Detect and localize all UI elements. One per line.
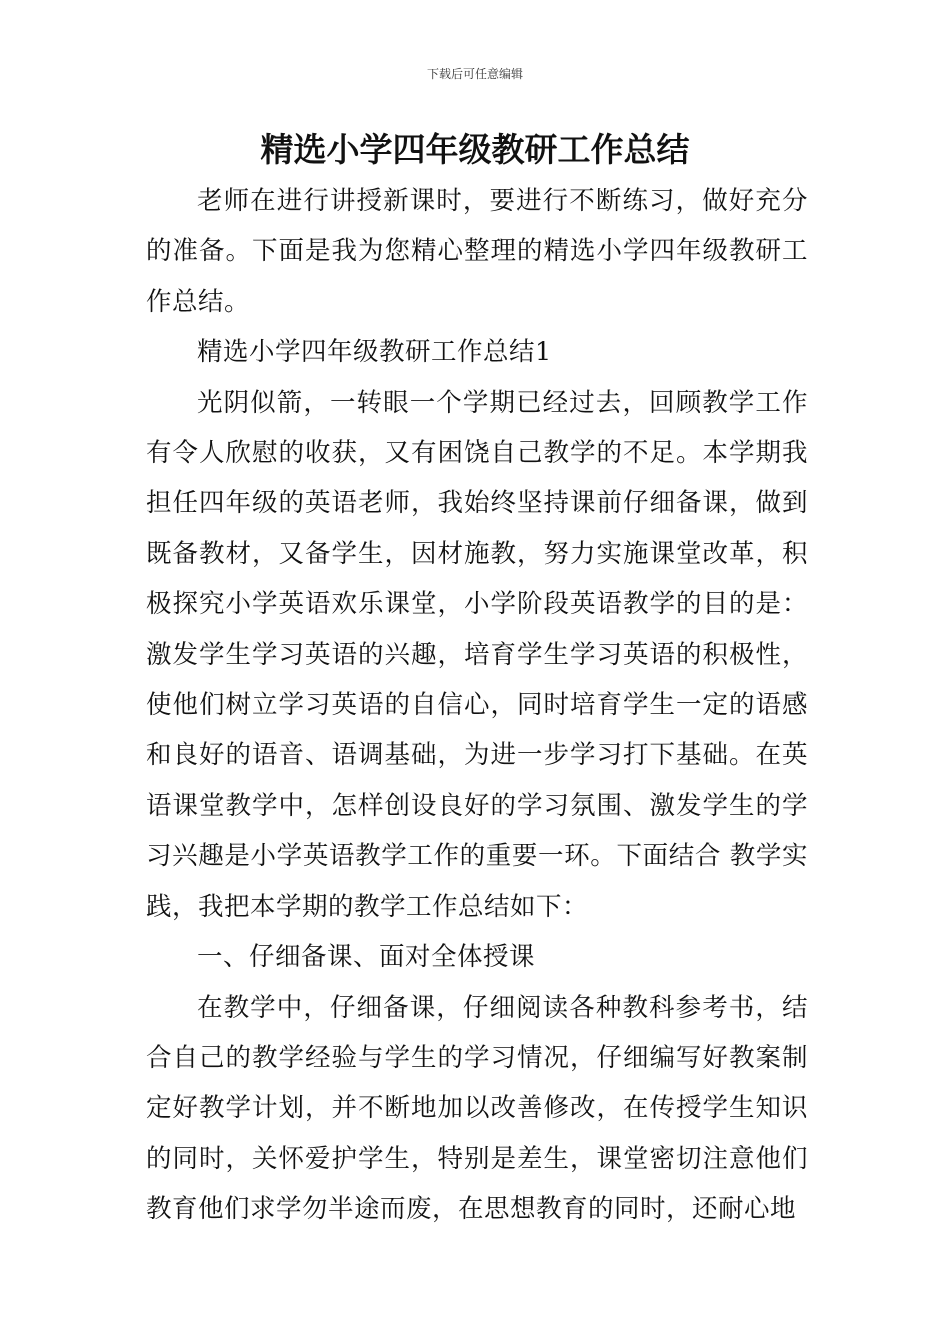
header-note: 下载后可任意编辑 — [426, 67, 523, 81]
paragraph-intro: 老师在进行讲授新课时，要进行不断练习，做好充分的准备。下面是我为您精心整理的精选小学四年级教研工作总结。 — [146, 186, 808, 317]
paragraph-review: 光阴似箭，一转眼一个学期已经过去，回顾教学工作有令人欣慰的收获，又有困饶自己教学的不足。本学期我担任四年级的英语老师，我始终坚持课前仔细备课，做到既备教材，又备学生，因材施教，努力实施课堂改革，积极探究小学英语欢乐课堂，小学阶段英语教学的目的是：激发学生学习英语的兴趣，培育学生学习英语的积极性，使他们树立学习英语的自信心，同时培育学生一定的语感和良好的语音、语调基础，为进一步学习打下基础。在英语课堂教学中，怎样创设良好的学习氛围、激发学生的学习兴趣是小学英语教学工作的重要一环。下面结合 教学实践，我把本学期的教学工作总结如下： — [146, 387, 808, 922]
paragraph-preparation: 在教学中，仔细备课，仔细阅读各种教科参考书，结合自己的教学经验与学生的学习情况，仔细编写好教案制定好教学计划，并不断地加以改善修改，在传授学生知识的同时，关怀爱护学生，特别是差生，课堂密切注意他们教育他们求学勿半途而废，在思想教育的同时，还耐心地 — [146, 992, 808, 1225]
section-heading-1: 精选小学四年级教研工作总结1 — [197, 337, 552, 368]
document-body — [146, 176, 808, 1235]
subheading-preparation: 一、仔细备课、面对全体授课 — [197, 942, 536, 973]
document-title: 精选小学四年级教研工作总结 — [260, 130, 690, 169]
